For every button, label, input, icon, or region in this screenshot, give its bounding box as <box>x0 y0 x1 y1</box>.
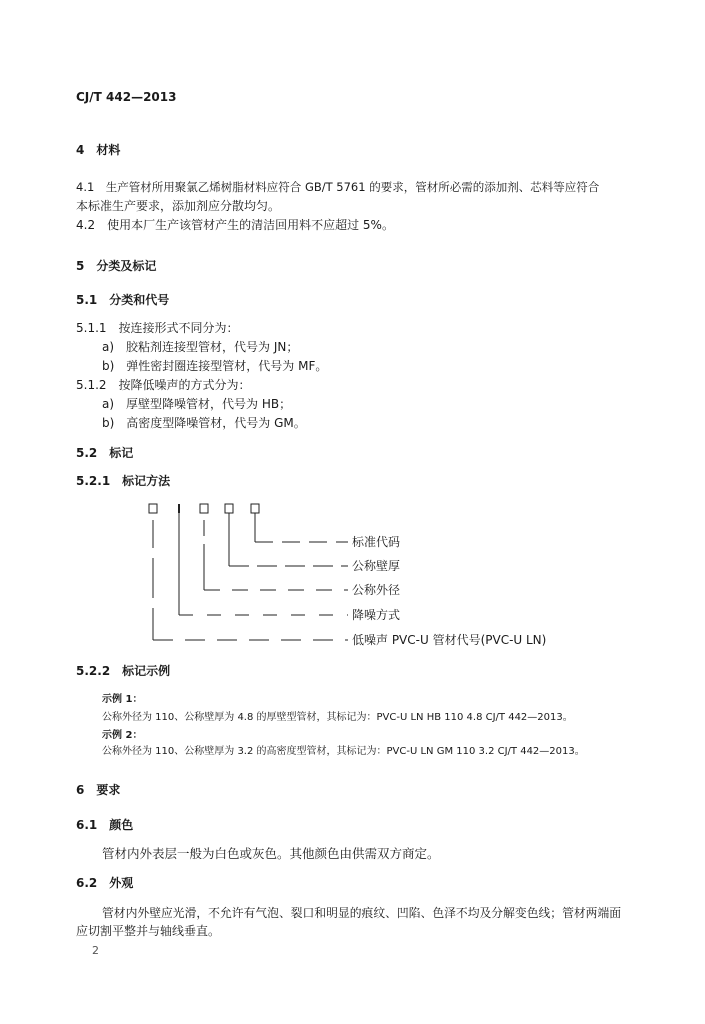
marking-box-2-bar <box>178 504 180 513</box>
section-6-2-heading: 6.2 外观 <box>76 876 134 890</box>
clause-5-1-1: 5.1.1 按连接形式不同分为： <box>76 321 239 335</box>
clause-6-2-line-1: 管材内外壁应光滑，不允许有气泡、裂口和明显的痕纹、凹陷、色泽不均及分解变色线；管材两端面 <box>102 906 622 920</box>
marking-box-5 <box>251 504 259 513</box>
clause-5-1-2-b: b) 高密度型降噪管材，代号为 GM。 <box>102 416 306 430</box>
label-outer-diameter: 公称外径 <box>352 583 401 597</box>
marking-box-3 <box>200 504 208 513</box>
clause-6-2-line-2: 应切割平整并与轴线垂直。 <box>76 924 221 938</box>
section-5-2-2-heading: 5.2.2 标记示例 <box>76 664 171 678</box>
clause-5-1-2: 5.1.2 按降低噪声的方式分为： <box>76 378 251 392</box>
clause-4-1-line-2: 本标准生产要求，添加剂应分散均匀。 <box>76 199 281 213</box>
example-1-label: 示例 1： <box>102 694 143 705</box>
clause-5-1-2-a: a) 厚壁型降噪管材，代号为 HB； <box>102 397 292 411</box>
example-1-text: 公称外径为 110、公称壁厚为 4.8 的厚壁型管材，其标记为：PVC-U LN HB 110 4.8 CJ/T 442—2013。 <box>102 712 573 723</box>
section-5-2-1-heading: 5.2.1 标记方法 <box>76 474 171 488</box>
label-noise-method: 降噪方式 <box>352 608 401 622</box>
example-2-label: 示例 2： <box>102 730 143 741</box>
example-2-text: 公称外径为 110、公称壁厚为 3.2 的高密度型管材，其标记为：PVC-U LN GM 110 3.2 CJ/T 442—2013。 <box>102 746 585 757</box>
section-6-1-heading: 6.1 颜色 <box>76 818 134 832</box>
label-pipe-code: 低噪声 PVC-U 管材代号(PVC-U LN) <box>352 633 547 647</box>
marking-box-4 <box>225 504 233 513</box>
label-standard-code: 标准代码 <box>352 535 401 549</box>
clause-4-2: 4.2 使用本厂生产该管材产生的清洁回用料不应超过 5%。 <box>76 218 394 232</box>
marking-box-1 <box>149 504 157 513</box>
marking-method-diagram <box>140 498 580 650</box>
section-6-heading: 6 要求 <box>76 783 121 797</box>
clause-5-1-1-a: a) 胶粘剂连接型管材，代号为 JN； <box>102 340 299 354</box>
clause-5-1-1-b: b) 弹性密封圈连接型管材，代号为 MF。 <box>102 359 328 373</box>
standard-code-header: CJ/T 442—2013 <box>76 90 177 104</box>
section-4-heading: 4 材料 <box>76 143 121 157</box>
clause-6-1-text: 管材内外表层一般为白色或灰色。其他颜色由供需双方商定。 <box>102 846 440 861</box>
label-wall-thickness: 公称壁厚 <box>352 559 401 573</box>
section-5-2-heading: 5.2 标记 <box>76 446 134 460</box>
page-number: 2 <box>92 944 99 957</box>
clause-4-1-line-1: 4.1 生产管材所用聚氯乙烯树脂材料应符合 GB/T 5761 的要求，管材所必需的添加剂、芯料等应符合 <box>76 180 600 194</box>
section-5-heading: 5 分类及标记 <box>76 259 157 273</box>
section-5-1-heading: 5.1 分类和代号 <box>76 293 170 307</box>
